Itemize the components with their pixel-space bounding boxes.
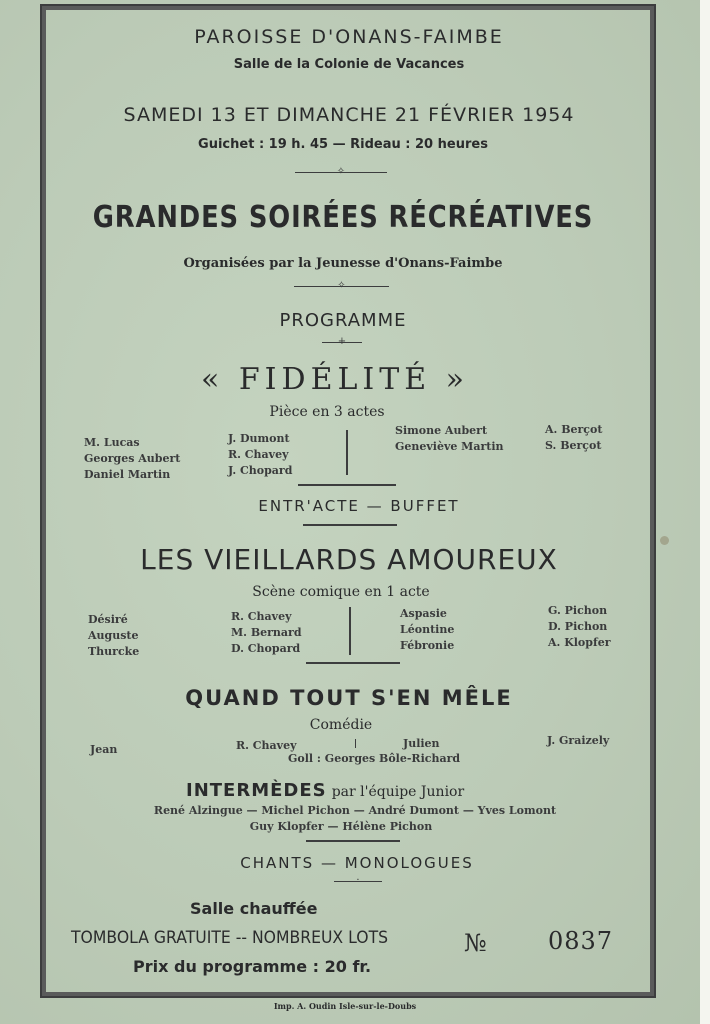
play3-role-julien: Julien bbox=[403, 737, 440, 750]
role: Georges Aubert bbox=[84, 452, 181, 465]
play1-roles-right bbox=[395, 423, 504, 455]
cast-separator bbox=[346, 430, 348, 475]
play1-roles-left bbox=[84, 435, 180, 483]
divider-line bbox=[306, 662, 400, 664]
play1-actors-right bbox=[545, 422, 602, 454]
parish-name: PAROISSE D'ONANS-FAIMBE bbox=[194, 26, 504, 48]
actor: D. Pichon bbox=[548, 620, 608, 633]
play2-subtitle: Scène comique en 1 acte bbox=[252, 584, 430, 600]
play2-roles-left bbox=[88, 612, 139, 660]
small-divider: + bbox=[322, 339, 362, 347]
actor: J. Chopard bbox=[228, 464, 293, 477]
tombola: TOMBOLA GRATUITE -- NOMBREUX LOTS bbox=[71, 928, 389, 948]
event-times: Guichet : 19 h. 45 — Rideau : 20 heures bbox=[198, 137, 488, 152]
intermedes-line1: René Alzingue — Michel Pichon — André Dumont — Yves Lomont bbox=[153, 804, 557, 817]
ticket-number: 0837 bbox=[548, 927, 614, 955]
actor: G. Pichon bbox=[548, 604, 608, 617]
play3-extra-cast: Goll : Georges Bôle-Richard bbox=[288, 752, 461, 765]
actor: S. Berçot bbox=[545, 439, 602, 452]
role: Aspasie bbox=[400, 607, 447, 620]
play1-subtitle: Pièce en 3 actes bbox=[269, 404, 385, 420]
cast-separator bbox=[349, 607, 351, 655]
chants-monologues: CHANTS — MONOLOGUES bbox=[240, 854, 474, 872]
play2-title: LES VIEILLARDS AMOUREUX bbox=[140, 543, 558, 576]
cast-separator bbox=[355, 739, 356, 748]
play1-title: « FIDÉLITÉ » bbox=[200, 362, 470, 397]
play2-actors-right bbox=[548, 603, 611, 651]
actor: A. Klopfer bbox=[548, 636, 611, 649]
main-title: GRANDES SOIRÉES RÉCRÉATIVES bbox=[92, 200, 594, 235]
intermedes-by: par l'équipe Junior bbox=[331, 784, 465, 800]
ornament-divider: ✧ bbox=[295, 169, 387, 177]
role: Geneviève Martin bbox=[395, 440, 504, 453]
role: M. Lucas bbox=[84, 436, 140, 449]
play2-actors-left bbox=[231, 609, 302, 657]
play3-role-jean: Jean bbox=[90, 743, 118, 756]
entracte: ENTR'ACTE — BUFFET bbox=[258, 497, 460, 515]
play2-roles-right bbox=[400, 606, 454, 654]
ornament-divider: ✧ bbox=[294, 283, 389, 291]
heated-hall: Salle chauffée bbox=[190, 899, 318, 918]
role: Léontine bbox=[400, 623, 455, 636]
ticket-number-label: № bbox=[464, 929, 487, 957]
event-dates: SAMEDI 13 ET DIMANCHE 21 FÉVRIER 1954 bbox=[123, 104, 575, 126]
play3-actor-julien: J. Graizely bbox=[547, 734, 610, 747]
actor: R. Chavey bbox=[228, 448, 289, 461]
intermedes-line2: Guy Klopfer — Hélène Pichon bbox=[249, 820, 433, 833]
programme-price: Prix du programme : 20 fr. bbox=[133, 957, 372, 976]
intermedes-title: INTERMÈDES bbox=[186, 780, 327, 801]
programme-heading: PROGRAMME bbox=[279, 310, 407, 331]
small-divider: · bbox=[334, 878, 382, 886]
role: Simone Aubert bbox=[395, 424, 488, 437]
role: Auguste bbox=[88, 629, 139, 642]
actor: J. Dumont bbox=[228, 432, 290, 445]
play1-actors-left bbox=[228, 431, 292, 479]
role: Daniel Martin bbox=[84, 468, 171, 481]
play3-title: QUAND TOUT S'EN MÊLE bbox=[185, 686, 513, 710]
organizers: Organisées par la Jeunesse d'Onans-Faimbe bbox=[183, 256, 503, 271]
actor: A. Berçot bbox=[545, 423, 603, 436]
role: Désiré bbox=[88, 613, 128, 626]
play3-actor-jean: R. Chavey bbox=[236, 739, 297, 752]
venue: Salle de la Colonie de Vacances bbox=[233, 57, 465, 72]
role: Thurcke bbox=[88, 645, 140, 658]
divider-line bbox=[303, 524, 397, 526]
intermedes-heading bbox=[186, 780, 464, 801]
actor: M. Bernard bbox=[231, 626, 302, 639]
divider-line bbox=[298, 484, 396, 486]
role: Fébronie bbox=[400, 639, 455, 652]
actor: R. Chavey bbox=[231, 610, 292, 623]
actor: D. Chopard bbox=[231, 642, 301, 655]
play3-subtitle: Comédie bbox=[309, 717, 373, 733]
printer-credit: Imp. A. Oudin Isle-sur-le-Doubs bbox=[273, 1001, 417, 1011]
divider-line bbox=[306, 840, 400, 842]
